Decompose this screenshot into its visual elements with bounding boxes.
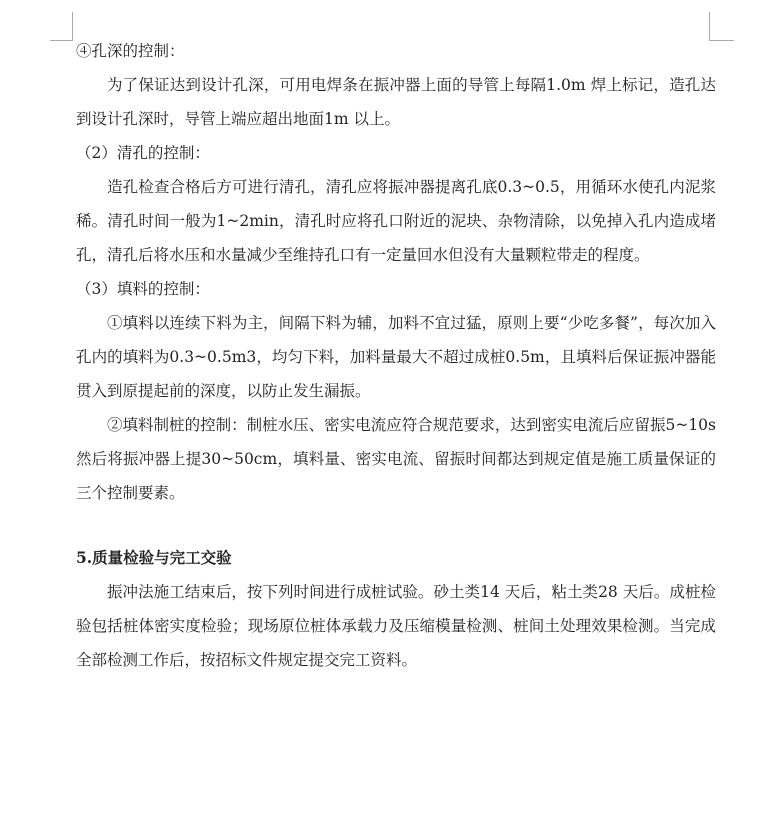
section-title-quality-inspection: 5.质量检验与完工交验 [76, 548, 232, 567]
paragraph-filling-2: ②填料制桩的控制：制桩水压、密实电流应符合规范要求，达到密实电流后应留振5~10s 然后将振冲器上提30~50cm，填料量、密实电流、留振时间都达到规定值是施工质量保证的三个控制要素。 [76, 416, 716, 502]
subheading-filling: （3）填料的控制： [76, 280, 210, 298]
subheading-hole-depth: ④孔深的控制： [76, 42, 185, 60]
document-body [76, 34, 716, 677]
paragraph-hole-cleaning: 造孔检查合格后方可进行清孔，清孔应将振冲器提离孔底0.3~0.5，用循环水使孔内泥浆稀。清孔时间一般为1~2min，清孔时应将孔口附近的泥块、杂物清除，以免掉入孔内造成堵孔，清孔后将水压和水量减少至维持孔口有一定量回水但没有大量颗粒带走的程度。 [76, 178, 716, 264]
subheading-hole-cleaning: （2）清孔的控制： [76, 144, 210, 162]
paragraph-quality-inspection: 振冲法施工结束后，按下列时间进行成桩试验。砂土类14 天后，粘土类28 天后。成桩检验包括桩体密实度检验；现场原位桩体承载力及压缩模量检测、桩间土处理效果检测。当完成全部检测工作后，按招标文件规定提交完工资料。 [76, 583, 716, 669]
margin-corner-mark-top-left [72, 12, 73, 40]
margin-corner-mark-top-left [50, 40, 73, 41]
paragraph-filling-1: ①填料以连续下料为主，间隔下料为辅，加料不宜过猛，原则上要“少吃多餐”，每次加入孔内的填料为0.3~0.5m3，均匀下料，加料量最大不超过成桩0.5m，且填料后保证振冲器能贯入到原提起前的深度，以防止发生漏振。 [76, 314, 716, 400]
paragraph-hole-depth: 为了保证达到设计孔深，可用电焊条在振冲器上面的导管上每隔1.0m 焊上标记，造孔达到设计孔深时，导管上端应超出地面1m 以上。 [76, 76, 716, 128]
